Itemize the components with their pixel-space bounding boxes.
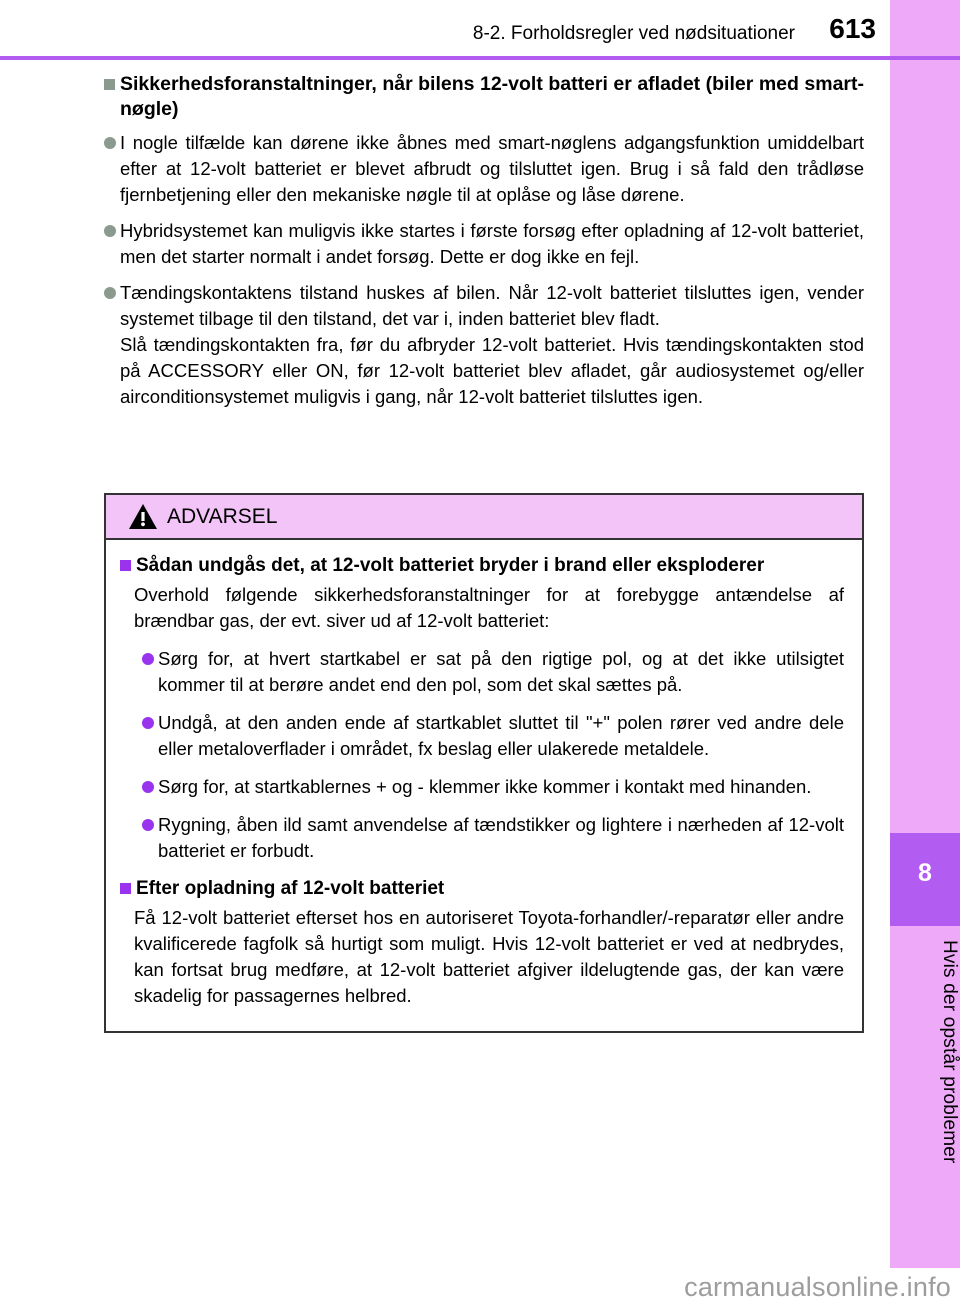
- section-title: 8-2. Forholdsregler ved nødsituationer: [472, 23, 795, 44]
- warning-list-item-text: Undgå, at den anden ende af startkablet sluttet til "+" polen rører ved andre dele eller metaloverflader i området, fx beslag eller ulakerede metaldele.: [158, 712, 844, 759]
- warning-box: [104, 493, 864, 1033]
- square-bullet-icon: [120, 560, 131, 571]
- warning-list-item: [142, 646, 844, 698]
- list-item: [104, 130, 864, 208]
- chapter-number: 8: [918, 859, 932, 887]
- list-item-text-primary: Tændingskontaktens tilstand huskes af bilen. Når 12-volt batteriet tilsluttes igen, vender systemet tilbage til den tilstand, det var i, inden batteriet blev fladt.: [120, 282, 864, 329]
- dot-bullet-icon: [104, 225, 116, 237]
- warning-box-header: [106, 495, 862, 540]
- page-header: [0, 0, 890, 57]
- chapter-sidebar: [890, 0, 960, 1268]
- square-bullet-icon: [104, 79, 115, 90]
- footer-watermark: [0, 1268, 960, 1308]
- list-item: [104, 218, 864, 270]
- list-item: [104, 280, 864, 410]
- warning-list-item-text: Sørg for, at startkablernes + og - klemmer ikke kommer i kontakt med hinanden.: [158, 776, 812, 797]
- dot-bullet-icon: [142, 717, 154, 729]
- warning-box-body: [106, 540, 862, 1031]
- list-item-text: Hybridsystemet kan muligvis ikke startes i første forsøg efter opladning af 12-volt batteriet, men det starter normalt i andet forsøg. Dette er dog ikke en fejl.: [120, 220, 864, 267]
- dot-bullet-icon: [142, 653, 154, 665]
- list-item-text: [120, 280, 864, 410]
- dot-bullet-icon: [142, 781, 154, 793]
- warning-triangle-icon: [128, 503, 158, 530]
- chapter-tab: [890, 833, 960, 926]
- warning-list-item-text: Sørg for, at hvert startkabel er sat på den rigtige pol, og at det ikke utilsigtet kommer til at berøre andet end den pol, som det skal sættes på.: [158, 648, 844, 695]
- square-bullet-icon: [120, 883, 131, 894]
- section-heading-text: Sikkerhedsforanstaltninger, når bilens 12-volt batteri er afladet (biler med smart-nøgle): [120, 73, 864, 120]
- list-item-text: I nogle tilfælde kan dørene ikke åbnes med smart-nøglens adgangsfunktion umiddelbart efter at 12-volt batteriet er blevet afbrudt og tilsluttet igen. Brug i så fald den trådløse fjernbetjening eller den mekaniske nøgle til at oplåse og låse dørene.: [120, 132, 864, 205]
- warning-section-intro: Få 12-volt batteriet efterset hos en autoriseret Toyota-forhandler/-reparatør eller andre kvalificerede fagfolk så hurtigt som muligt. Hvis 12-volt batteriet er ved at nedbrydes, kan fortsat brug medføre, at 12-volt batteriet afgiver ildelugtende gas, der kan være skadelig for passagernes helbred.: [134, 907, 844, 1006]
- chapter-title-vertical: Hvis der opstår problemer: [939, 940, 960, 1164]
- header-divider-rule: [0, 56, 960, 60]
- warning-section-heading: [120, 876, 844, 901]
- warning-section-heading-text: Efter opladning af 12-volt batteriet: [136, 878, 445, 899]
- section-heading: [104, 72, 864, 122]
- dot-bullet-icon: [142, 819, 154, 831]
- warning-label: ADVARSEL: [167, 505, 278, 528]
- warning-section-heading-text: Sådan undgås det, at 12-volt batteriet bryder i brand eller eksploderer: [136, 555, 765, 576]
- dot-bullet-icon: [104, 137, 116, 149]
- main-content: [104, 72, 864, 420]
- warning-list-item: [142, 774, 844, 800]
- dot-bullet-icon: [104, 287, 116, 299]
- warning-list-item: [142, 710, 844, 762]
- warning-list-item-text: Rygning, åben ild samt anvendelse af tændstikker og lightere i nærheden af 12-volt batteriet er forbudt.: [158, 814, 844, 861]
- warning-section-heading: [120, 553, 844, 578]
- page-number: 613: [829, 13, 876, 44]
- warning-section-intro: Overhold følgende sikkerhedsforanstaltninger for at forebygge antændelse af brændbar gas, der evt. siver ud af 12-volt batteriet:: [134, 584, 844, 631]
- warning-list-item: [142, 812, 844, 864]
- list-item-text-continuation: Slå tændingskontakten fra, før du afbryder 12-volt batteriet. Hvis tændingskontakten stod på ACCESSORY eller ON, før 12-volt batteriet blev afladet, går audiosystemet og/eller airconditionsystemet muligvis i gang, når 12-volt batteriet tilsluttes igen.: [120, 334, 864, 407]
- watermark-text: carmanualsonline.info: [684, 1272, 951, 1302]
